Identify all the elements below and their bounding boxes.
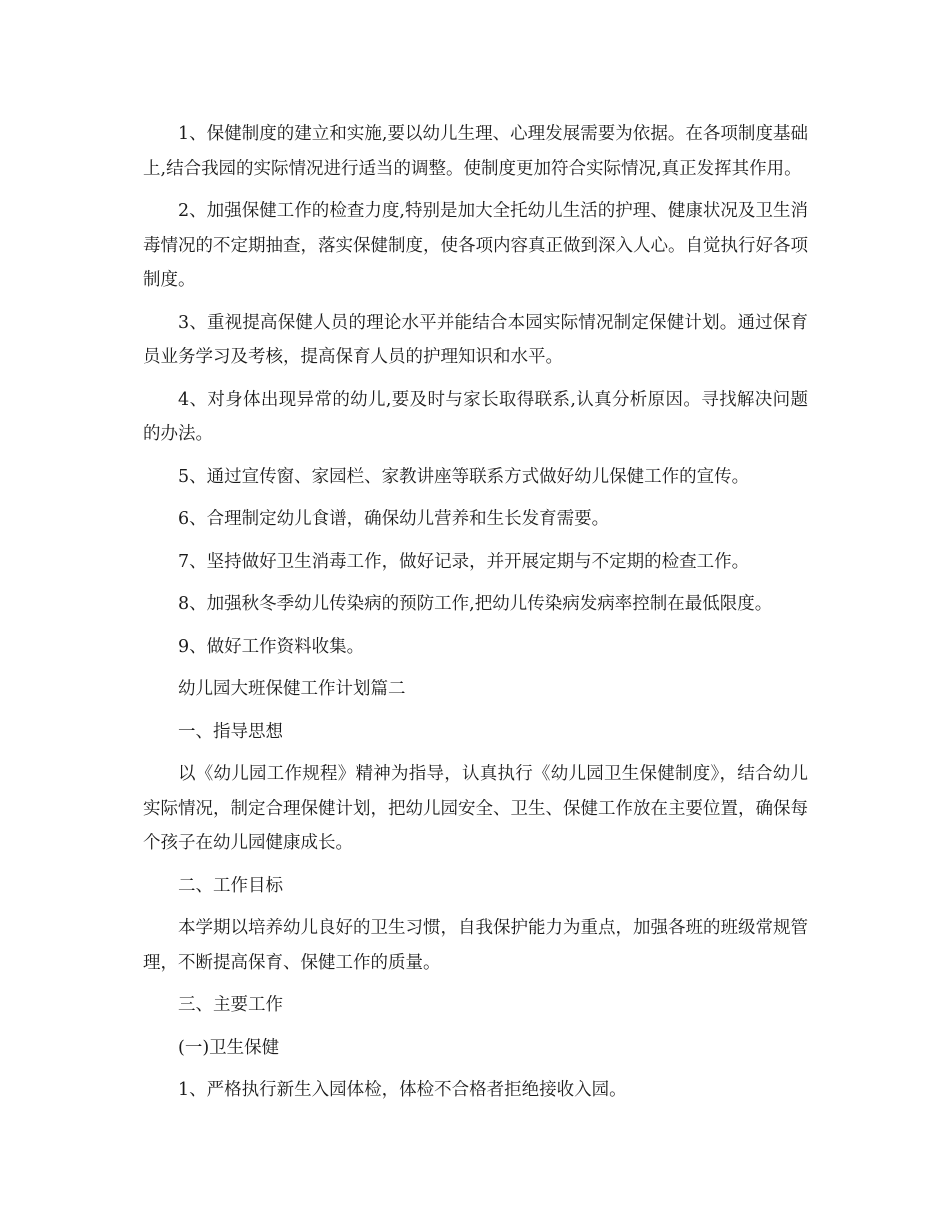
paragraph-5: 5、通过宣传窗、家园栏、家教讲座等联系方式做好幼儿保健工作的宣传。 bbox=[178, 466, 750, 487]
heading-main-work: 三、主要工作 bbox=[178, 995, 283, 1015]
heading-guiding-ideology: 一、指导思想 bbox=[178, 721, 283, 742]
heading-work-goals: 二、工作目标 bbox=[178, 875, 283, 896]
paragraph-3: 3、重视提高保健人员的理论水平并能结合本园实际情况制定保健计划。通过保育员业务学习及考核，提高保育人员的护理知识和水平。 bbox=[143, 312, 808, 367]
paragraph-guiding-ideology: 以《幼儿园工作规程》精神为指导，认真执行《幼儿园卫生保健制度》，结合幼儿实际情况，制定合理保健计划，把幼儿园安全、卫生、保健工作放在主要位置，确保每个孩子在幼儿园健康成长。 bbox=[143, 764, 808, 853]
paragraph-work-goals: 本学期以培养幼儿良好的卫生习惯，自我保护能力为重点，加强各班的班级常规管理，不断提高保育、保健工作的质量。 bbox=[143, 918, 808, 973]
paragraph-2: 2、加强保健工作的检查力度,特别是加大全托幼儿生活的护理、健康状况及卫生消毒情况的不定期抽查，落实保健制度，使各项内容真正做到深入人心。自觉执行好各项制度。 bbox=[143, 201, 808, 290]
paragraph-new-student-checkup: 1、严格执行新生入园体检，体检不合格者拒绝接收入园。 bbox=[178, 1080, 627, 1100]
section-title-part-two: 幼儿园大班保健工作计划篇二 bbox=[178, 679, 406, 699]
document-body bbox=[143, 117, 808, 1116]
subheading-hygiene-care: (一)卫生保健 bbox=[178, 1037, 280, 1058]
paragraph-7: 7、坚持做好卫生消毒工作，做好记录，并开展定期与不定期的检查工作。 bbox=[178, 551, 750, 572]
paragraph-9: 9、做好工作资料收集。 bbox=[178, 636, 365, 657]
paragraph-1: 1、保健制度的建立和实施,要以幼儿生理、心理发展需要为依据。在各项制度基础上,结合我园的实际情况进行适当的调整。使制度更加符合实际情况,真正发挥其作用。 bbox=[143, 124, 808, 179]
paragraph-6: 6、合理制定幼儿食谱，确保幼儿营养和生长发育需要。 bbox=[178, 509, 610, 529]
paragraph-4: 4、对身体出现异常的幼儿,要及时与家长取得联系,认真分析原因。寻找解决问题的办法。 bbox=[143, 389, 808, 444]
paragraph-8: 8、加强秋冬季幼儿传染病的预防工作,把幼儿传染病发病率控制在最低限度。 bbox=[178, 594, 773, 614]
